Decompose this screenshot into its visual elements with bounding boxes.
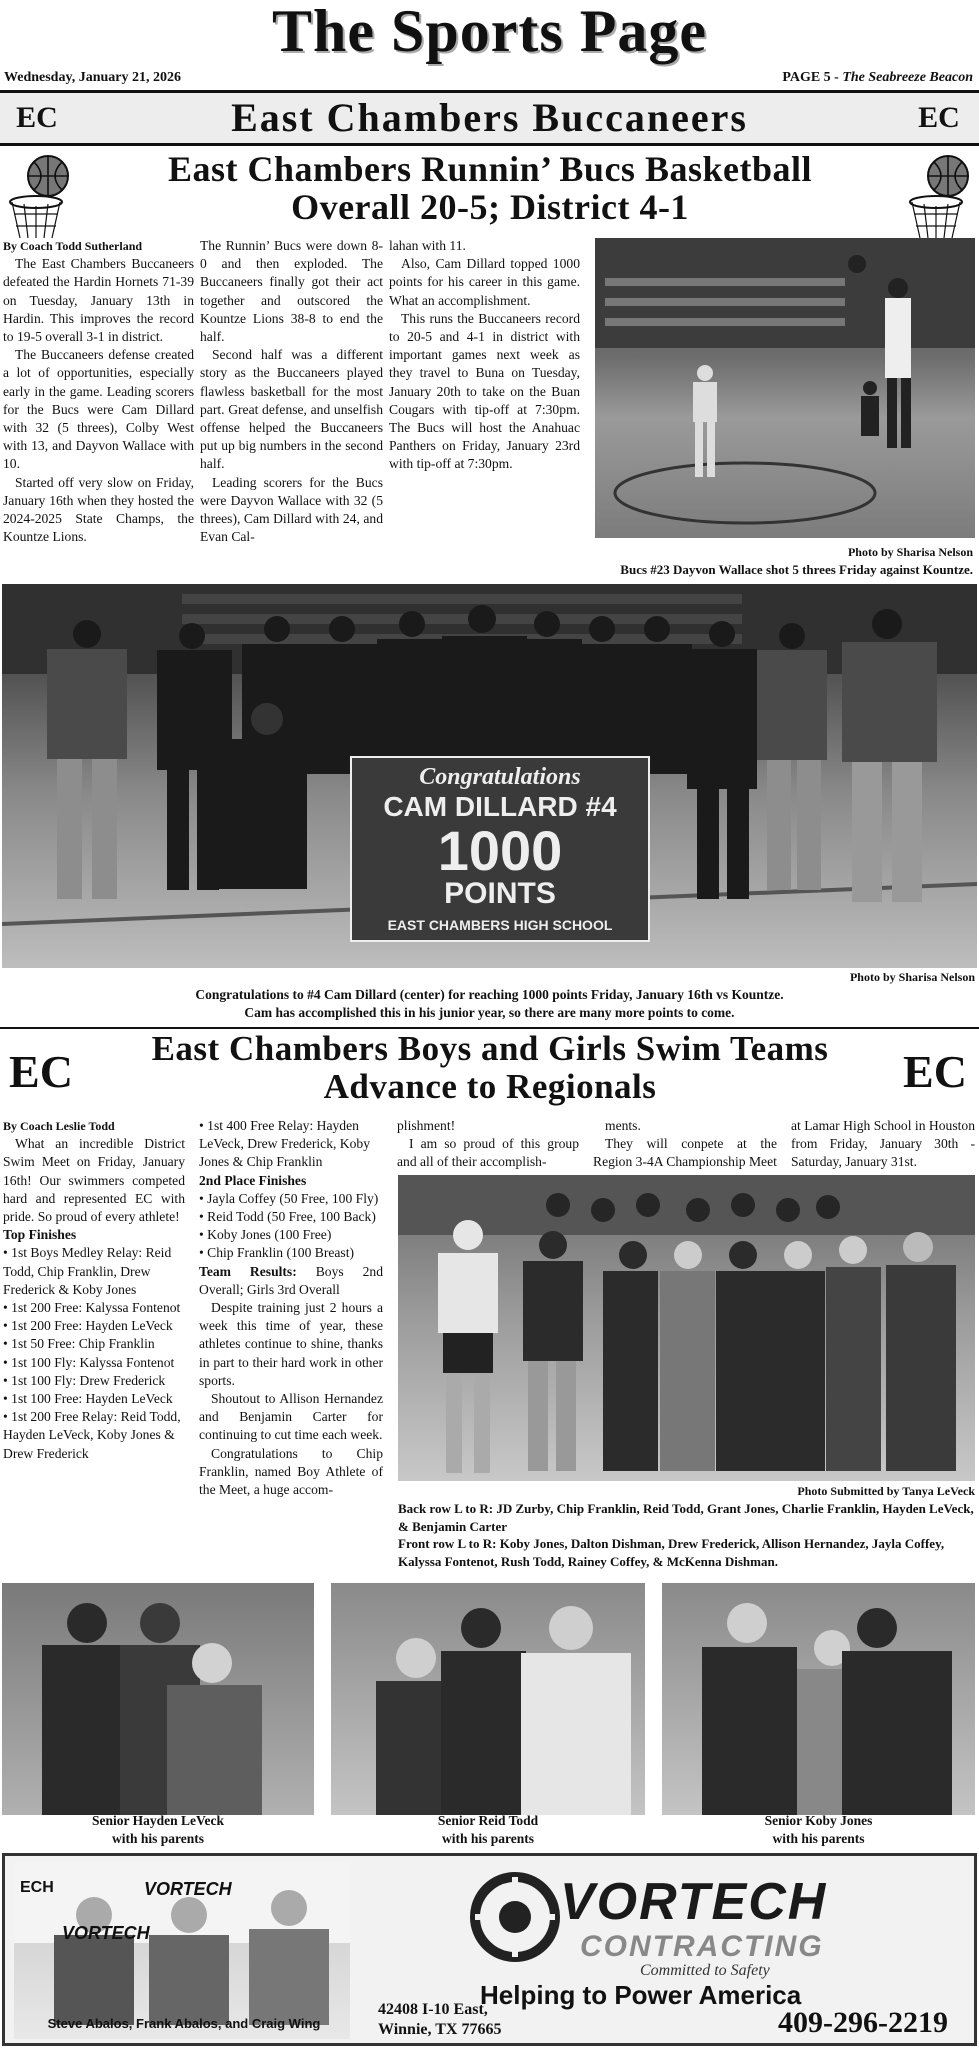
ad-brand-sub: CONTRACTING <box>580 1930 824 1963</box>
photo-senior-reid-todd <box>331 1583 645 1815</box>
photo1-caption: Bucs #23 Dayvon Wallace shot 5 threes Friday against Kountze. <box>620 562 973 577</box>
senior-caption-hayden: Senior Hayden LeVeck with his parents <box>91 1813 224 1846</box>
masthead-title: The Sports Page <box>272 0 707 64</box>
swim-photo-credit: Photo Submitted by Tanya LeVeck <box>797 1484 975 1498</box>
ec-logo-right: EC <box>903 1046 967 1097</box>
swim-column-1: By Coach Leslie Todd What an incredible District Swim Meet on Friday, January 16th! Our swimmers competed hard and represented EC with pride. So proud of every athlete! Top Finishes • 1st Boys Medley Relay: Reid Todd, Chip Franklin, Drew Frederick & Koby Jones • 1st 200 Free: Kalyssa Fontenot • 1st 200 Free: Hayden LeVeck • 1st 50 Free: Chip Franklin • 1st 100 Fly: Kalyssa Fontenot • 1st 100 Fly: Drew Frederick • 1st 100 Free: Hayden LeVeck • 1st 200 Free Relay: Reid Todd, Hayden LeVeck, Koby Jones & Drew Frederick <box>3 1119 185 1461</box>
photo-vortech-owners <box>14 1863 350 2039</box>
swim-column-2: • 1st 400 Free Relay: Hayden LeVeck, Drew Frederick, Koby Jones & Chip Franklin 2nd Place Finishes • Jayla Coffey (50 Free, 100 Fly) • Reid Todd (50 Free, 100 Back) • Koby Jones (100 Free) • Chip Franklin (100 Breast) Team Results: Boys 2nd Overall; Girls 3rd Overall Despite training just 2 hours a week this time of year, these athletes continue to shine, thanks in part to their hard work in other sports. Shoutout to Allison Hernandez and Benjamin Carter for continuing to cut time each week. Congratulations to Chip Franklin, named Boy Athlete of the Meet, a huge accom- <box>199 1118 383 1498</box>
ec-logo-left: EC <box>9 1046 73 1097</box>
photo2-caption: Congratulations to #4 Cam Dillard (center) for reaching 1000 points Friday, January 16th vs Kountze. Cam has accomplished this in his junior year, so there are many more points to come. <box>195 987 784 1020</box>
ad-people-caption: Steve Abalos, Frank Abalos, and Craig Wing <box>47 2016 321 2031</box>
congratulations-banner: Congratulations CAM DILLARD #4 1000 POINTS EAST CHAMBERS HIGH SCHOOL <box>350 756 650 942</box>
bball-column-3: lahan with 11. Also, Cam Dillard topped 1000 points for his career in this game. What an accomplishment. This runs the Buccaneers record to 20-5 and 4-1 in district with important games next week as they travel to Buna on Tuesday, January 20th to take on the Buan Cougars with tip-off at 7:30pm. The Bucs will host the Anahuac Panthers on Friday, January 23rd with tip-off at 7:30pm. <box>389 238 580 472</box>
issue-date: Wednesday, January 21, 2026 <box>4 70 181 85</box>
ad-phone: 409-296-2219 <box>778 2006 948 2039</box>
senior-caption-koby: Senior Koby Jones with his parents <box>764 1813 873 1846</box>
swim-headline: East Chambers Boys and Girls Swim Teams Advance to Regionals <box>151 1029 829 1106</box>
section-band <box>0 90 979 146</box>
photo-senior-hayden-leveck <box>2 1583 314 1815</box>
photo-dayvon-wallace <box>595 238 975 538</box>
ad-mini-logo-1: ECH <box>20 1879 54 1896</box>
bball-column-1: By Coach Todd Sutherland The East Chambers Buccaneers defeated the Hardin Hornets 71-39 on Tuesday, January 13th in Hardin. This improves the record to 19-5 overall 3-1 in district. The Buccaneers defense created a lot of opportunities, especially early in the game. Leading scorers for the Bucs were Cam Dillard with 32 (5 threes), Colby West with 13, and Dayvon Wallace with 10. Started off very slow on Friday, January 16th when they hosted the 2024-2025 State Champs, the Kountze Lions. <box>3 239 194 545</box>
ad-address: 42408 I-10 East, Winnie, TX 77665 <box>378 2001 502 2038</box>
photo-senior-koby-jones <box>662 1583 975 1815</box>
vortech-logo-icon <box>470 1872 560 1962</box>
basketball-headline: East Chambers Runnin’ Bucs Basketball Overall 20-5; District 4-1 <box>168 149 812 227</box>
senior-caption-reid: Senior Reid Todd with his parents <box>437 1813 539 1846</box>
swim-column-3: plishment! I am so proud of this group and all of their accomplish- <box>397 1118 579 1170</box>
bball-column-2: The Runnin’ Bucs were down 8-0 and then exploded. The Buccaneers finally got their act together and outscored the Kountze Lions 38-8 to end the half. Second half was a different story as the Buccaneers played flawless basketball for the most part. Great defense, and unselfish offense helped the Buccaneers put up big numbers in the second half. Leading scorers for the Bucs were Dayvon Wallace with 32 (5 threes), Cam Dillard with 24, and Evan Cal- <box>200 238 383 545</box>
swim-column-5: at Lamar High School in Houston from Friday, January 30th - Saturday, January 31st. <box>791 1118 975 1170</box>
basketball-hoop-icon <box>906 152 972 242</box>
ad-mini-logo-3: VORTECH <box>62 1923 150 1943</box>
ad-brand: VORTECH <box>560 1873 828 1931</box>
ad-slogan: Helping to Power America <box>480 1980 802 2010</box>
ec-logo-right: EC <box>918 101 960 134</box>
basketball-hoop-icon <box>6 152 72 242</box>
ec-logo-left: EC <box>16 101 58 134</box>
section-title: East Chambers Buccaneers <box>231 95 748 140</box>
swim-photo-caption: Back row L to R: JD Zurby, Chip Franklin, Reid Todd, Grant Jones, Charlie Franklin, Hayden LeVeck, & Benjamin Carter Front row L to R: Koby Jones, Dalton Dishman, Drew Frederick, Allison Hernandez, Jayla Coffey, Kalyssa Fontenot, Rush Todd, Rainey Coffey, & McKenna Dishman. <box>398 1501 974 1569</box>
page-number: PAGE 5 - The Seabreeze Beacon <box>782 70 973 85</box>
photo1-credit: Photo by Sharisa Nelson <box>847 545 973 559</box>
photo2-credit: Photo by Sharisa Nelson <box>849 970 975 984</box>
swim-column-4: ments. They will conpete at the Region 3-4A Championship Meet <box>593 1118 777 1170</box>
ad-tagline: Committed to Safety <box>640 1962 770 1979</box>
ad-mini-logo-2: VORTECH <box>144 1879 232 1899</box>
photo-swim-team <box>398 1175 975 1481</box>
